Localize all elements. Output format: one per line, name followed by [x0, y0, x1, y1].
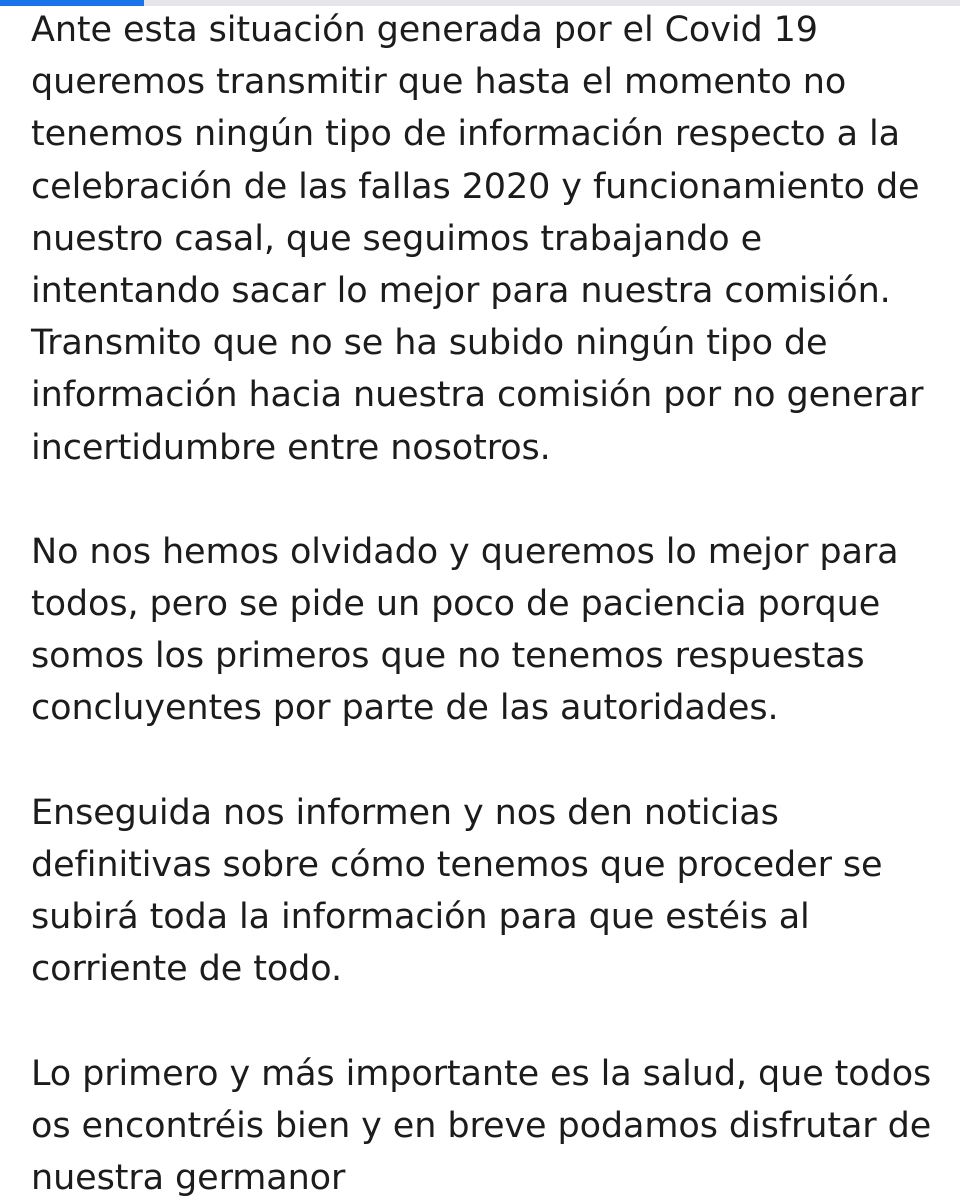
- text-line: información hacia nuestra comisión por no generar: [31, 375, 924, 416]
- text-line: subirá toda la información para que estéis al: [31, 897, 810, 938]
- post-text: [31, 4, 951, 1204]
- post-paragraph-4: [31, 1048, 951, 1204]
- paragraph-spacer: [31, 996, 951, 1048]
- text-line: Transmito que no se ha subido ningún tipo de: [31, 323, 828, 364]
- text-line: nuestro casal, que seguimos trabajando e: [31, 218, 763, 259]
- text-line: os encontréis bien y en breve podamos disfrutar de: [31, 1105, 932, 1146]
- text-line: tenemos ningún tipo de información respecto a la: [31, 114, 900, 155]
- text-line: intentando sacar lo mejor para nuestra comisión.: [31, 270, 891, 311]
- post-paragraph-3: [31, 787, 951, 996]
- text-line: incertidumbre entre nosotros.: [31, 427, 551, 468]
- text-line: celebración de las fallas 2020 y funcionamiento de: [31, 166, 920, 207]
- text-line: corriente de todo.: [31, 949, 342, 990]
- post-paragraph-1: [31, 4, 951, 474]
- text-line: nuestra germanor: [31, 1158, 346, 1199]
- paragraph-spacer: [31, 735, 951, 787]
- text-line: definitivas sobre cómo tenemos que proceder se: [31, 845, 883, 885]
- text-line: concluyentes por parte de las autoridades.: [31, 688, 779, 729]
- text-line: todos, pero se pide un poco de paciencia porque: [31, 584, 881, 625]
- text-line: queremos transmitir que hasta el momento no: [31, 62, 847, 103]
- text-line: somos los primeros que no tenemos respuestas: [31, 636, 865, 677]
- post-paragraph-2: [31, 526, 951, 735]
- text-line: Ante esta situación generada por el Covid 19: [31, 10, 818, 50]
- text-line: Enseguida nos informen y nos den noticias: [31, 792, 779, 833]
- text-line: Lo primero y más importante es la salud, que todos: [31, 1053, 932, 1094]
- text-line: No nos hemos olvidado y queremos lo mejor para: [31, 531, 899, 572]
- paragraph-spacer: [31, 474, 951, 526]
